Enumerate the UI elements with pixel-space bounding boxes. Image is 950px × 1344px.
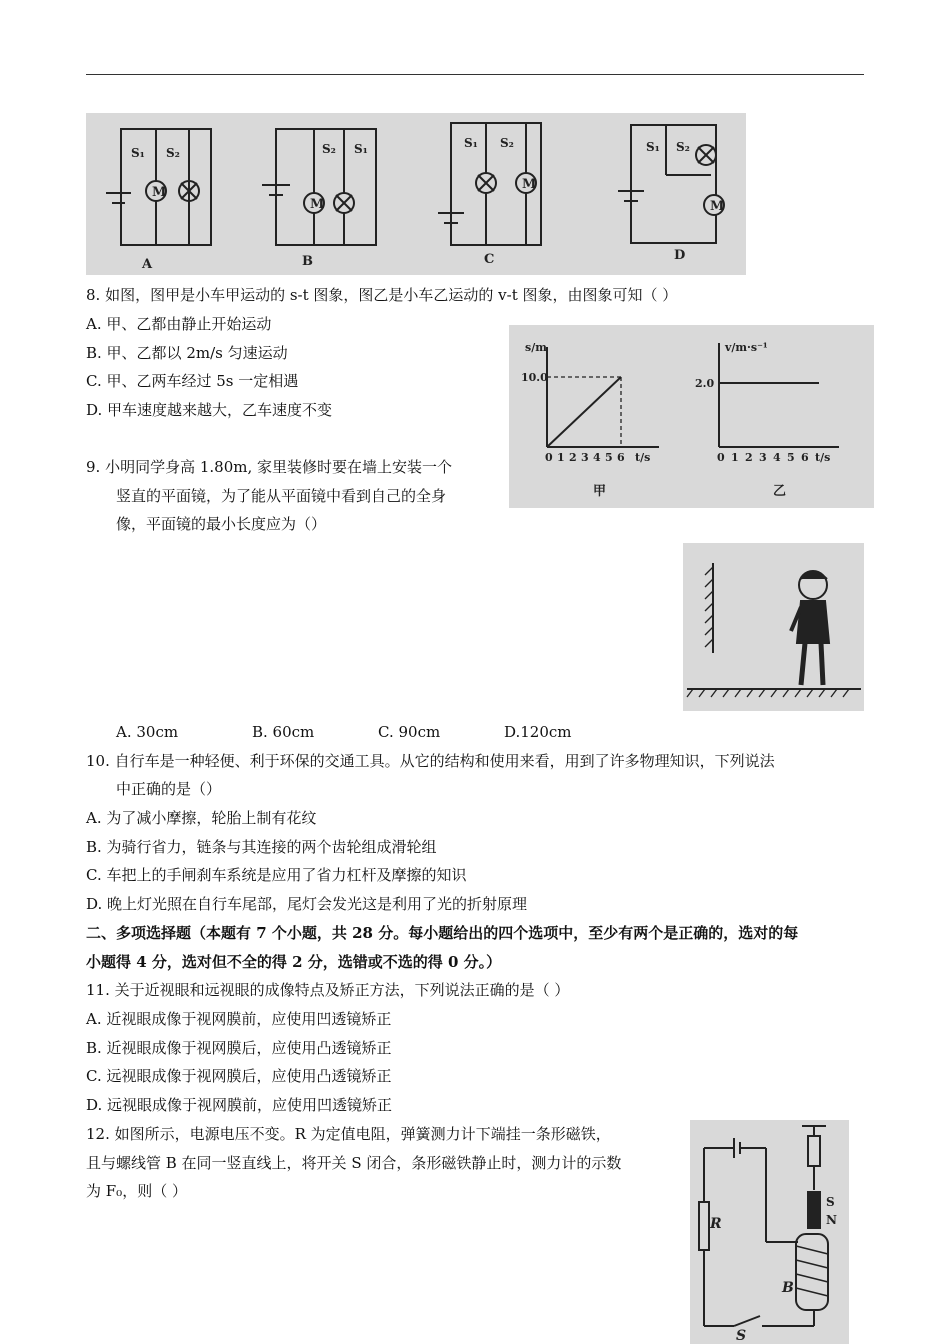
svg-text:6: 6 <box>617 451 625 464</box>
q10-line-1: 10. 自行车是一种轻便、利于环保的交通工具。从它的结构和使用来看，用到了许多物理知识，下列说法 <box>86 752 775 770</box>
q10-option-a: A. 为了减小摩擦，轮胎上制有花纹 <box>86 809 317 827</box>
q11-option-b: B. 近视眼成像于视网膜后，应使用凸透镜矫正 <box>86 1039 392 1057</box>
q8-option-b: B. 甲、乙都以 2m/s 匀速运动 <box>86 344 288 362</box>
svg-text:M: M <box>710 199 725 214</box>
label-b: B <box>302 254 313 269</box>
svg-text:5: 5 <box>787 451 795 464</box>
graph-jia-xlabel: t/s <box>635 451 651 464</box>
q12-solenoid-figure <box>690 1120 849 1344</box>
circuit-d <box>618 125 724 243</box>
section2-heading-1: 二、多项选择题（本题有 7 个小题，共 28 分。每小题给出的四个选项中，至少有两个是正确的，选对的每 <box>86 924 799 942</box>
graph-jia-line <box>547 377 621 447</box>
label-pole-n: N <box>826 1213 837 1227</box>
q8-option-c: C. 甲、乙两车经过 5s 一定相遇 <box>86 372 299 390</box>
q10-line-2: 中正确的是（） <box>116 780 222 798</box>
q9-option-d: D.120cm <box>504 723 572 741</box>
graph-yi-ylabel: v/m·s⁻¹ <box>725 341 768 354</box>
graph-yi <box>719 343 839 447</box>
bar-magnet <box>808 1192 820 1228</box>
svg-text:S₁: S₁ <box>646 140 660 154</box>
svg-text:3: 3 <box>581 451 589 464</box>
svg-text:S₂: S₂ <box>322 142 336 156</box>
graph-jia-ylabel: s/m <box>525 341 547 354</box>
svg-text:0: 0 <box>717 451 725 464</box>
graph-yi-yvalue: 2.0 <box>695 377 715 390</box>
q9-option-a: A. 30cm <box>116 723 179 741</box>
svg-text:1: 1 <box>731 451 739 464</box>
motor-label: M <box>152 185 167 200</box>
svg-text:S₂: S₂ <box>500 136 514 150</box>
resistor-r <box>699 1202 709 1250</box>
solenoid-b <box>796 1234 828 1310</box>
q10-option-b: B. 为骑行省力，链条与其连接的两个齿轮组成滑轮组 <box>86 838 437 856</box>
q8-graphs-figure <box>509 325 874 508</box>
svg-text:M: M <box>310 197 325 212</box>
label-r: R <box>710 1216 722 1232</box>
svg-text:2: 2 <box>569 451 577 464</box>
q9-option-b: B. 60cm <box>252 723 315 741</box>
spring-scale <box>808 1136 820 1166</box>
svg-text:S₁: S₁ <box>131 146 145 160</box>
header-rule <box>86 74 864 75</box>
graph-yi-xlabel: t/s <box>815 451 831 464</box>
svg-text:2: 2 <box>745 451 753 464</box>
switch-s <box>734 1316 760 1326</box>
label-a: A <box>142 257 153 272</box>
q9-mirror-figure <box>683 543 864 711</box>
q9-line-3: 像，平面镜的最小长度应为（） <box>116 515 327 533</box>
svg-text:S₁: S₁ <box>354 142 368 156</box>
svg-text:S₂: S₂ <box>676 140 690 154</box>
label-c: C <box>484 252 495 267</box>
q9-option-c: C. 90cm <box>378 723 441 741</box>
q8-option-d: D. 甲车速度越来越大，乙车速度不变 <box>86 401 333 419</box>
svg-text:S₂: S₂ <box>166 146 180 160</box>
svg-text:4: 4 <box>773 451 781 464</box>
section2-heading-2: 小题得 4 分，选对但不全的得 2 分，选错或不选的得 0 分。） <box>86 953 502 971</box>
svg-text:6: 6 <box>801 451 809 464</box>
svg-text:1: 1 <box>557 451 565 464</box>
label-pole-s: S <box>826 1195 835 1209</box>
svg-text:M: M <box>522 177 537 192</box>
q11-stem: 11. 关于近视眼和远视眼的成像特点及矫正方法，下列说法正确的是（ ） <box>86 981 570 999</box>
q12-line-2: 且与螺线管 B 在同一竖直线上，将开关 S 闭合，条形磁铁静止时，测力计的示数 <box>86 1154 622 1172</box>
graph-yi-caption: 乙 <box>773 484 787 499</box>
label-s: S <box>736 1328 747 1344</box>
q8-stem: 8. 如图，图甲是小车甲运动的 s-t 图象，图乙是小车乙运动的 v-t 图象，由图象可知（ ） <box>86 286 678 304</box>
circuit-options-figure <box>86 113 746 275</box>
svg-text:3: 3 <box>759 451 767 464</box>
q11-option-a: A. 近视眼成像于视网膜前，应使用凹透镜矫正 <box>86 1010 392 1028</box>
q12-line-1: 12. 如图所示，电源电压不变。R 为定值电阻，弹簧测力计下端挂一条形磁铁， <box>86 1125 611 1143</box>
svg-text:4: 4 <box>593 451 601 464</box>
svg-text:0: 0 <box>545 451 553 464</box>
graph-jia-caption: 甲 <box>593 484 607 499</box>
q11-option-c: C. 远视眼成像于视网膜后，应使用凸透镜矫正 <box>86 1067 392 1085</box>
label-b: B <box>782 1280 794 1296</box>
svg-text:5: 5 <box>605 451 613 464</box>
svg-text:S₁: S₁ <box>464 136 478 150</box>
graph-jia-yvalue: 10.0 <box>521 371 548 384</box>
q9-line-1: 9. 小明同学身高 1.80m, 家里装修时要在墙上安装一个 <box>86 458 453 476</box>
label-d: D <box>674 248 686 263</box>
graph-jia <box>547 347 659 447</box>
q11-option-d: D. 远视眼成像于视网膜前，应使用凹透镜矫正 <box>86 1096 393 1114</box>
q12-line-3: 为 F₀，则（ ） <box>86 1182 187 1200</box>
q8-option-a: A. 甲、乙都由静止开始运动 <box>86 315 272 333</box>
q9-line-2: 竖直的平面镜，为了能从平面镜中看到自己的全身 <box>116 487 447 505</box>
q10-option-d: D. 晚上灯光照在自行车尾部，尾灯会发光这是利用了光的折射原理 <box>86 895 528 913</box>
q10-option-c: C. 车把上的手闸刹车系统是应用了省力杠杆及摩擦的知识 <box>86 866 467 884</box>
person-figure <box>791 571 829 685</box>
